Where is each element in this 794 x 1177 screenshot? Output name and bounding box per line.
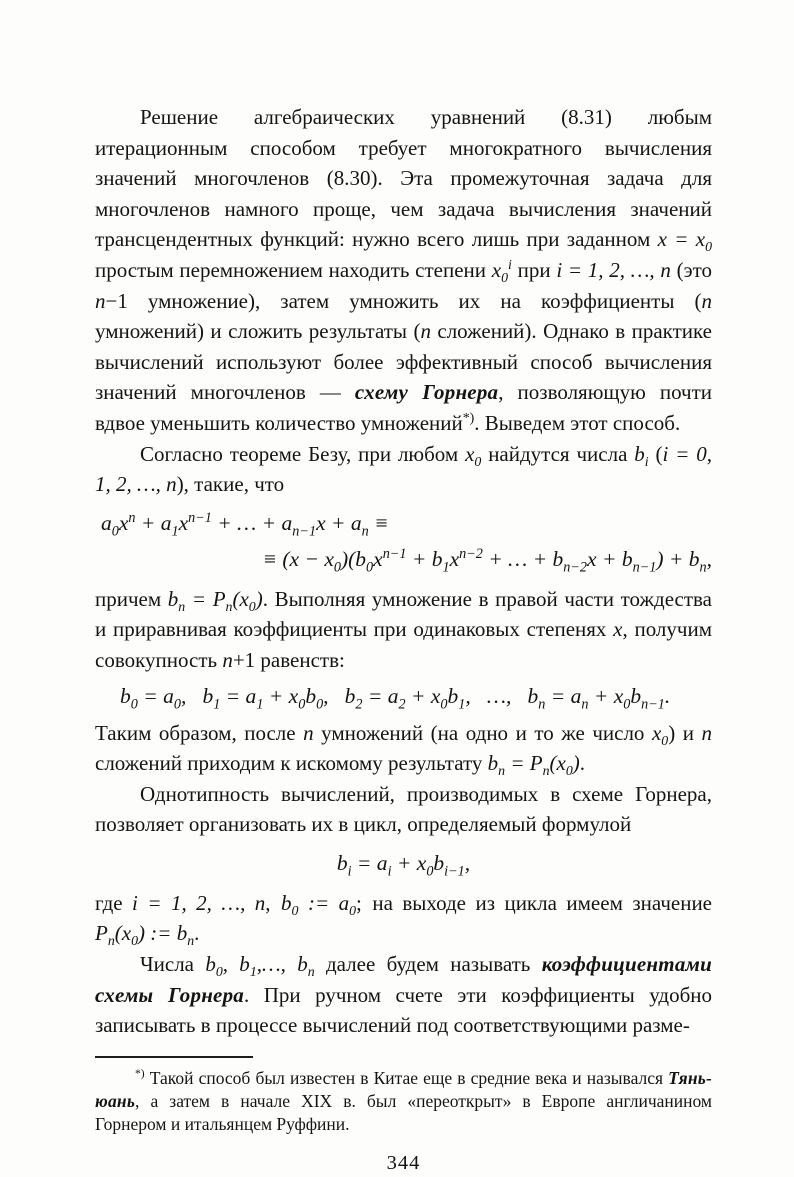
equation-coefficient-recurrences: $b_0 = a_0$, $b_1 = a_1 + x_0b_0$, $b_2 = a_2 + x_0b_1$, …, $b_n = a_n + x_0b_{n-1}$. xyxy=(120,683,671,712)
equation-cycle-formula: $b_i = a_i + x_0b_{i-1}$, xyxy=(336,850,471,880)
footnote-rule xyxy=(95,1056,253,1058)
page-body xyxy=(95,102,712,1041)
equation-bezout-line-1: $a_0x^n + a_1x^{n-1}$ + … + $a_{n-1}x + a_n$ ≡ xyxy=(101,509,389,540)
paragraph-horner-coefficients: Числа $b_0$, $b_1,\dots$, $b_n$ далее будем называть коэффициентами схемы Горнера. При ручном счете эти коэффициенты удобно записывать в процессе вычислений под соответствующими разме- xyxy=(95,952,712,1038)
paragraph-polynomial-evaluation: Решение алгебраических уравнений (8.31) любым итерационным способом требует многократного вычисления значений многочленов (8.30). Эта промежуточная задача для многочленов намного проще, чем задача вычисления значений трансцендентных функций: нужно всего лишь при заданном $x = x_0$ простым перемножением находить степени $x_0^i$ при i = 1, 2, …, n (это n−1 умножение), затем умножить их на коэффициенты (n умножений) и сложить результаты (n сложений). Однако в практике вычислений используют более эффективный способ вычисления значений многочленов — схему Горнера, позволяющую почти вдвое уменьшить количество умножений*). Выведем этот способ. xyxy=(95,105,713,435)
paragraph-coefficient-matching: причем $b_n = P_n(x_0)$. Выполняя умножение в правой части тождества и приравнивая коэффициенты при одинаковых степенях x, получим совокупность n+1 равенств: xyxy=(95,586,713,672)
equation-bezout-line-2: ≡ $(x - x_0)(b_0x^{n-1} + b_1x^{n-2}$ + … + $b_{n-2}x + b_{n-1}) + b_n$, xyxy=(262,545,712,576)
paragraph-bezout-theorem: Согласно теореме Безу, при любом $x_0$ найдутся числа $b_i$ (i = 0, 1, 2, …, n), такие, что xyxy=(95,441,712,497)
paragraph-operation-count: Таким образом, после n умножений (на одно и то же число $x_0$) и n сложений приходим к искомому результату $b_n = P_n(x_0)$. xyxy=(95,720,712,779)
page-number: 344 xyxy=(386,1152,421,1175)
footnote-tian-yuan: *) Такой способ был известен в Китае еще в средние века и назывался Тянь-юань, а затем в начале XIX в. был «переоткрыт» в Европе англичанином Горнером и итальянцем Руффини. xyxy=(95,1067,712,1135)
paragraph-cycle-output: где i = 1, 2, …, n, $b_0$ := $a_0$; на выходе из цикла имеем значение $P_n(x_0)$ := $b_n$. xyxy=(95,890,713,949)
paragraph-cycle-intro: Однотипность вычислений, производимых в схеме Горнера, позволяет организовать их в цикл, определяемый формулой xyxy=(95,781,712,837)
equation-bezout-identity xyxy=(95,505,712,577)
